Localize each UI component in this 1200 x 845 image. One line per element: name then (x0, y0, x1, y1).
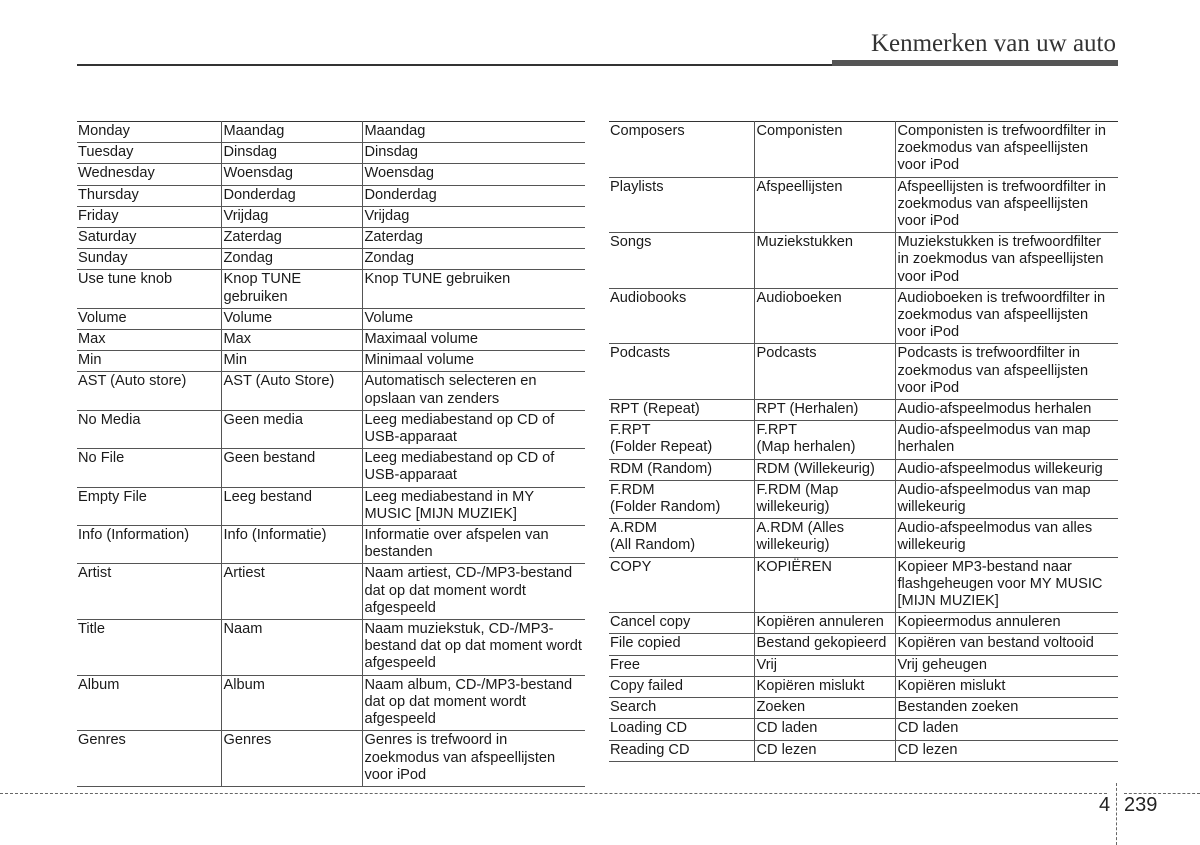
glossary-table-left-body (77, 122, 585, 787)
table-row (609, 719, 1118, 740)
table-row (77, 185, 585, 206)
term-dutch: Woensdag (221, 164, 362, 185)
term-dutch: Naam (221, 620, 362, 676)
term-description: Leeg mediabestand op CD of USB-apparaat (362, 410, 585, 448)
term-dutch: Bestand gekopieerd (754, 634, 895, 655)
table-row (77, 487, 585, 525)
term-english: No File (77, 449, 221, 487)
term-dutch: F.RPT (Map herhalen) (754, 421, 895, 459)
page-header-title: Kenmerken van uw auto (870, 30, 1116, 57)
term-english: Min (77, 351, 221, 372)
table-row (77, 410, 585, 448)
term-english: Title (77, 620, 221, 676)
table-row (77, 351, 585, 372)
term-english: Genres (77, 731, 221, 787)
term-description: Kopieer MP3-bestand naar flashgeheugen voor MY MUSIC [MIJN MUZIEK] (895, 557, 1118, 613)
term-english: Audiobooks (609, 288, 754, 344)
term-dutch: Volume (221, 308, 362, 329)
table-row (77, 372, 585, 410)
term-description: Kopieermodus annuleren (895, 613, 1118, 634)
term-dutch: Audioboeken (754, 288, 895, 344)
term-english: Wednesday (77, 164, 221, 185)
term-english: COPY (609, 557, 754, 613)
term-description: Minimaal volume (362, 351, 585, 372)
term-description: Woensdag (362, 164, 585, 185)
term-dutch: Album (221, 675, 362, 731)
term-dutch: Afspeellijsten (754, 177, 895, 233)
term-english: AST (Auto store) (77, 372, 221, 410)
term-dutch: Dinsdag (221, 143, 362, 164)
term-dutch: Vrijdag (221, 206, 362, 227)
table-row (609, 421, 1118, 459)
term-dutch: RDM (Willekeurig) (754, 459, 895, 480)
table-row (609, 122, 1118, 178)
term-description: Donderdag (362, 185, 585, 206)
term-english: Artist (77, 564, 221, 620)
table-row (77, 228, 585, 249)
term-description: Audio-afspeelmodus willekeurig (895, 459, 1118, 480)
term-english: A.RDM (All Random) (609, 519, 754, 557)
table-row (609, 459, 1118, 480)
term-description: Naam muziekstuk, CD-/MP3-bestand dat op dat moment wordt afgespeeld (362, 620, 585, 676)
term-description: Afspeellijsten is trefwoordfilter in zoekmodus van afspeellijsten voor iPod (895, 177, 1118, 233)
term-dutch: Podcasts (754, 344, 895, 400)
table-row (609, 655, 1118, 676)
table-row (609, 233, 1118, 289)
term-description: Informatie over afspelen van bestanden (362, 526, 585, 564)
term-dutch: Zoeken (754, 698, 895, 719)
term-description: Componisten is trefwoordfilter in zoekmodus van afspeellijsten voor iPod (895, 122, 1118, 178)
glossary-table-right-body (609, 122, 1118, 762)
table-row (77, 449, 585, 487)
term-description: Podcasts is trefwoordfilter in zoekmodus van afspeellijsten voor iPod (895, 344, 1118, 400)
term-description: Naam album, CD-/MP3-bestand dat op dat moment wordt afgespeeld (362, 675, 585, 731)
term-description: Vrij geheugen (895, 655, 1118, 676)
term-description: Naam artiest, CD-/MP3-bestand dat op dat moment wordt afgespeeld (362, 564, 585, 620)
term-dutch: Leeg bestand (221, 487, 362, 525)
term-english: File copied (609, 634, 754, 655)
table-row (77, 164, 585, 185)
term-description: Audio-afspeelmodus herhalen (895, 400, 1118, 421)
term-english: Podcasts (609, 344, 754, 400)
table-row (77, 731, 585, 787)
term-dutch: Info (Informatie) (221, 526, 362, 564)
header-rule-accent (832, 60, 1118, 66)
header-rule (77, 64, 832, 66)
table-row (77, 122, 585, 143)
table-row (609, 288, 1118, 344)
table-row (609, 634, 1118, 655)
term-dutch: Artiest (221, 564, 362, 620)
term-dutch: Zondag (221, 249, 362, 270)
term-description: Audio-afspeelmodus van map willekeurig (895, 480, 1118, 518)
table-row (77, 143, 585, 164)
term-dutch: Donderdag (221, 185, 362, 206)
table-row (77, 526, 585, 564)
term-dutch: Geen media (221, 410, 362, 448)
term-description: Bestanden zoeken (895, 698, 1118, 719)
term-english: Reading CD (609, 740, 754, 761)
table-row (609, 557, 1118, 613)
table-row (77, 675, 585, 731)
term-english: Monday (77, 122, 221, 143)
table-row (77, 270, 585, 308)
term-english: Cancel copy (609, 613, 754, 634)
term-dutch: Geen bestand (221, 449, 362, 487)
term-dutch: Componisten (754, 122, 895, 178)
table-row (609, 676, 1118, 697)
term-dutch: Zaterdag (221, 228, 362, 249)
term-english: Songs (609, 233, 754, 289)
term-english: Free (609, 655, 754, 676)
term-english: Thursday (77, 185, 221, 206)
table-row (609, 177, 1118, 233)
term-english: Saturday (77, 228, 221, 249)
table-row (77, 330, 585, 351)
term-description: CD lezen (895, 740, 1118, 761)
table-row (77, 249, 585, 270)
term-description: Vrijdag (362, 206, 585, 227)
term-english: No Media (77, 410, 221, 448)
term-dutch: Max (221, 330, 362, 351)
term-english: Album (77, 675, 221, 731)
term-dutch: Vrij (754, 655, 895, 676)
term-description: Audioboeken is trefwoordfilter in zoekmodus van afspeellijsten voor iPod (895, 288, 1118, 344)
term-description: CD laden (895, 719, 1118, 740)
table-row (77, 308, 585, 329)
table-row (609, 698, 1118, 719)
term-description: Kopiëren van bestand voltooid (895, 634, 1118, 655)
term-description: Automatisch selecteren en opslaan van zenders (362, 372, 585, 410)
term-description: Volume (362, 308, 585, 329)
term-dutch: Maandag (221, 122, 362, 143)
term-description: Maandag (362, 122, 585, 143)
term-dutch: A.RDM (Alles willekeurig) (754, 519, 895, 557)
term-dutch: CD lezen (754, 740, 895, 761)
table-row (609, 613, 1118, 634)
term-description: Muziekstukken is trefwoordfilter in zoekmodus van afspeellijsten voor iPod (895, 233, 1118, 289)
term-english: Max (77, 330, 221, 351)
term-english: RPT (Repeat) (609, 400, 754, 421)
term-description: Leeg mediabestand op CD of USB-apparaat (362, 449, 585, 487)
table-row (609, 480, 1118, 518)
term-english: Playlists (609, 177, 754, 233)
table-row (77, 564, 585, 620)
term-english: Loading CD (609, 719, 754, 740)
term-english: Search (609, 698, 754, 719)
term-dutch: Min (221, 351, 362, 372)
footer-dashed-rule (0, 793, 1107, 794)
table-row (77, 206, 585, 227)
term-description: Knop TUNE gebruiken (362, 270, 585, 308)
chapter-number: 4 (1099, 794, 1111, 816)
term-description: Maximaal volume (362, 330, 585, 351)
term-dutch: KOPIËREN (754, 557, 895, 613)
term-description: Audio-afspeelmodus van alles willekeurig (895, 519, 1118, 557)
term-dutch: Genres (221, 731, 362, 787)
term-description: Genres is trefwoord in zoekmodus van afspeellijsten voor iPod (362, 731, 585, 787)
term-description: Kopiëren mislukt (895, 676, 1118, 697)
term-description: Leeg mediabestand in MY MUSIC [MIJN MUZIEK] (362, 487, 585, 525)
term-dutch: AST (Auto Store) (221, 372, 362, 410)
table-row (609, 740, 1118, 761)
table-row (609, 519, 1118, 557)
term-description: Dinsdag (362, 143, 585, 164)
term-dutch: Knop TUNE gebruiken (221, 270, 362, 308)
term-english: Empty File (77, 487, 221, 525)
footer-dashed-divider (1116, 783, 1117, 845)
term-dutch: Kopiëren annuleren (754, 613, 895, 634)
term-english: Tuesday (77, 143, 221, 164)
term-english: Use tune knob (77, 270, 221, 308)
term-english: F.RDM (Folder Random) (609, 480, 754, 518)
term-dutch: CD laden (754, 719, 895, 740)
term-description: Audio-afspeelmodus van map herhalen (895, 421, 1118, 459)
term-english: Volume (77, 308, 221, 329)
term-english: RDM (Random) (609, 459, 754, 480)
term-dutch: RPT (Herhalen) (754, 400, 895, 421)
term-description: Zaterdag (362, 228, 585, 249)
table-row (609, 400, 1118, 421)
term-dutch: Kopiëren mislukt (754, 676, 895, 697)
term-dutch: Muziekstukken (754, 233, 895, 289)
term-english: F.RPT (Folder Repeat) (609, 421, 754, 459)
glossary-table-left (77, 121, 585, 787)
glossary-table-right (609, 121, 1118, 762)
term-dutch: F.RDM (Map willekeurig) (754, 480, 895, 518)
term-english: Friday (77, 206, 221, 227)
table-row (609, 344, 1118, 400)
term-english: Info (Information) (77, 526, 221, 564)
term-description: Zondag (362, 249, 585, 270)
term-english: Composers (609, 122, 754, 178)
page-number: 239 (1124, 794, 1158, 816)
term-english: Copy failed (609, 676, 754, 697)
table-row (77, 620, 585, 676)
term-english: Sunday (77, 249, 221, 270)
